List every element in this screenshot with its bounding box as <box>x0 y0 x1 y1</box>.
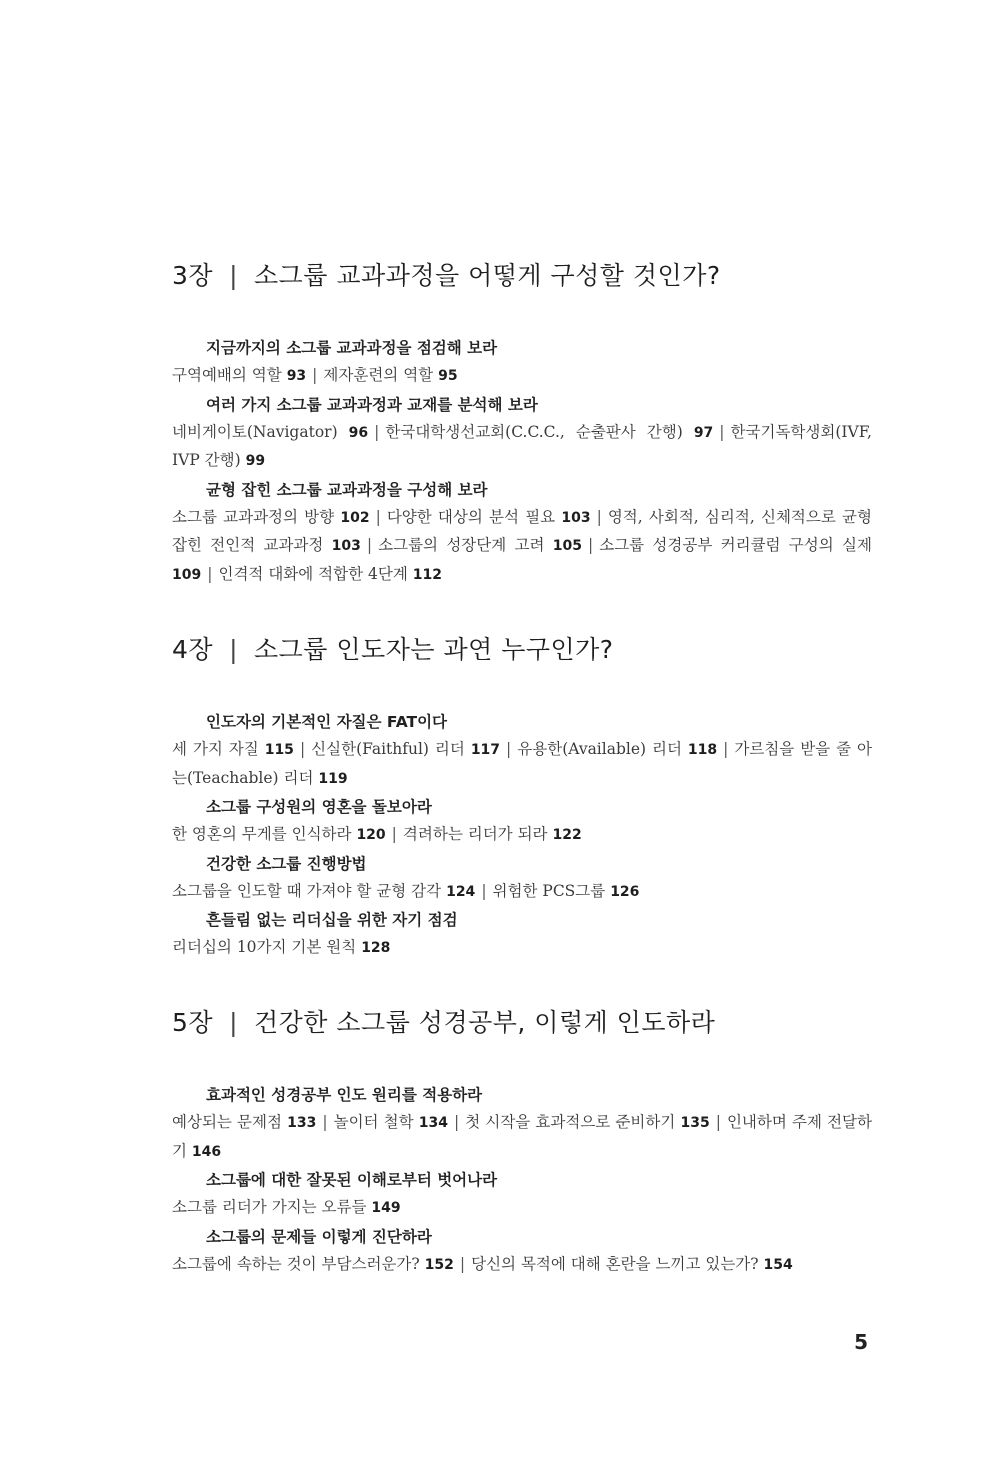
section-items <box>172 1109 872 1166</box>
item-separator: | <box>587 536 594 554</box>
section-items <box>172 1194 872 1223</box>
section-heading: 흔들림 없는 리더십을 위한 자기 점검 <box>206 911 458 929</box>
toc-entry-text: 다양한 대상의 분석 필요 <box>386 507 556 526</box>
item-separator: | <box>506 740 512 758</box>
toc-entry-text: 영적, 사회적, 심리적, 신체적으로 균형잡힌 전인적 교과과정 <box>172 507 872 554</box>
section-heading: 소그룹의 문제들 이렇게 진단하라 <box>206 1227 432 1246</box>
toc-entry-page: 133 <box>287 1115 317 1131</box>
chapter-separator: | <box>229 261 238 290</box>
toc-entry-text: 가르침을 받을 줄 아는(Teachable) 리더 <box>172 740 872 787</box>
toc-entry-page: 154 <box>763 1256 793 1273</box>
toc-entry-text: 당신의 목적에 대해 혼란을 느끼고 있는가? <box>471 1254 759 1273</box>
item-separator: | <box>375 507 381 526</box>
item-separator: | <box>374 422 380 441</box>
toc-entry-text: 예상되는 문제점 <box>172 1113 282 1131</box>
chapter-4 <box>172 632 872 963</box>
toc-entry-text: 소그룹을 인도할 때 가져야 할 균형 감각 <box>172 881 442 900</box>
toc-entry-text: 인내하며 주제 전달하기 <box>172 1113 872 1160</box>
section <box>172 793 872 850</box>
section-heading: 인도자의 기본적인 자질은 FAT이다 <box>206 713 448 731</box>
toc-entry-text: 소그룹에 속하는 것이 부담스러운가? <box>172 1254 420 1273</box>
section-items <box>172 821 872 850</box>
toc-entry-page: 112 <box>412 566 442 583</box>
section-heading: 효과적인 성경공부 인도 원리를 적용하라 <box>206 1086 483 1104</box>
section-items <box>172 362 872 391</box>
toc-entry-page: 117 <box>470 742 501 758</box>
toc-entry-text: 세 가지 자질 <box>172 740 259 758</box>
section-heading: 건강한 소그룹 진행방법 <box>206 854 367 873</box>
toc-entry-page: 149 <box>371 1200 401 1216</box>
toc-entry-page: 119 <box>318 770 348 787</box>
chapter-3 <box>172 258 872 589</box>
toc-entry-page: 95 <box>438 368 458 384</box>
chapter-5 <box>172 1005 872 1279</box>
toc-entry-page: 93 <box>286 368 307 384</box>
item-separator: | <box>719 422 725 441</box>
toc-entry-text: 인격적 대화에 적합한 4단계 <box>218 564 408 583</box>
section <box>172 391 872 476</box>
section-items <box>172 419 872 476</box>
item-separator: | <box>391 825 397 843</box>
toc-entry-text: 한국대학생선교회(C.C.C., 순출판사 간행) <box>385 422 683 441</box>
item-separator: | <box>715 1113 721 1131</box>
item-separator: | <box>481 881 487 900</box>
item-separator: | <box>596 507 602 526</box>
chapter-title <box>172 258 872 294</box>
item-separator: | <box>207 564 213 583</box>
toc-entry-text: 구역예배의 역할 <box>172 366 282 384</box>
section-heading: 여러 가지 소그룹 교과과정과 교재를 분석해 보라 <box>206 395 538 414</box>
chapter-number: 3장 <box>172 261 214 290</box>
chapter-title <box>172 1005 872 1041</box>
toc-entry-page: 103 <box>561 509 591 526</box>
item-separator: | <box>459 1254 466 1273</box>
section <box>172 906 872 963</box>
toc-entry-page: 135 <box>680 1115 710 1131</box>
section-items <box>172 878 872 907</box>
section-items <box>172 1251 872 1280</box>
section <box>172 850 872 907</box>
toc-entry-page: 118 <box>687 742 718 758</box>
toc-entry-text: 소그룹 교과과정의 방향 <box>172 507 335 526</box>
item-separator: | <box>299 740 306 758</box>
section <box>172 708 872 793</box>
toc-entry-page: 96 <box>348 424 369 441</box>
toc-entry-page: 126 <box>610 883 640 900</box>
section <box>172 1166 872 1223</box>
section-items <box>172 934 872 963</box>
section <box>172 334 872 391</box>
toc-entry-page: 109 <box>172 566 202 583</box>
chapter-heading: 소그룹 인도자는 과연 누구인가? <box>254 635 614 664</box>
toc-entry-page: 115 <box>264 742 294 758</box>
toc-entry-text: 한 영혼의 무게를 인식하라 <box>172 825 352 843</box>
toc-entry-page: 105 <box>552 538 582 554</box>
toc-entry-text: 네비게이토(Navigator) <box>172 422 338 441</box>
toc-entry-text: 유용한(Available) 리더 <box>517 740 682 758</box>
toc-entry-page: 122 <box>552 827 582 843</box>
chapter-heading: 소그룹 교과과정을 어떻게 구성할 것인가? <box>254 261 721 290</box>
item-separator: | <box>454 1113 460 1131</box>
toc-entry-text: 위험한 PCS그룹 <box>492 881 606 900</box>
toc-entry-page: 124 <box>446 883 476 900</box>
item-separator: | <box>312 366 318 384</box>
chapter-number: 5장 <box>172 1008 214 1037</box>
item-separator: | <box>322 1113 328 1131</box>
toc-entry-text: 격려하는 리더가 되라 <box>402 825 548 843</box>
toc-entry-text: 리더십의 10가지 기본 원칙 <box>172 938 357 956</box>
toc-entry-page: 102 <box>340 509 370 526</box>
section <box>172 476 872 590</box>
toc-entry-text: 첫 시작을 효과적으로 준비하기 <box>465 1113 676 1131</box>
item-separator: | <box>723 740 729 758</box>
section-heading: 소그룹 구성원의 영혼을 돌보아라 <box>206 798 432 816</box>
page-number: 5 <box>854 1330 868 1354</box>
section-heading: 지금까지의 소그룹 교과과정을 점검해 보라 <box>206 339 498 357</box>
toc-entry-page: 99 <box>245 453 266 469</box>
toc-entry-page: 152 <box>424 1256 454 1273</box>
chapter-number: 4장 <box>172 635 214 664</box>
toc-entry-text: 소그룹 리더가 가지는 오류들 <box>172 1198 367 1216</box>
toc-entry-page: 103 <box>331 538 361 554</box>
chapter-separator: | <box>229 635 238 664</box>
chapter-heading: 건강한 소그룹 성경공부, 이렇게 인도하라 <box>254 1008 716 1037</box>
section-heading: 소그룹에 대한 잘못된 이해로부터 벗어나라 <box>206 1171 498 1189</box>
toc-entry-text: 제자훈련의 역할 <box>323 366 434 384</box>
toc-entry-text: 소그룹의 성장단계 고려 <box>378 536 545 554</box>
toc-entry-page: 120 <box>356 827 386 843</box>
section-heading: 균형 잡힌 소그룹 교과과정을 구성해 보라 <box>206 480 488 499</box>
section <box>172 1223 872 1280</box>
section-items <box>172 736 872 793</box>
toc-entry-page: 97 <box>693 424 714 441</box>
toc-entry-page: 146 <box>191 1143 222 1160</box>
section <box>172 1081 872 1166</box>
section-items <box>172 504 872 590</box>
toc-entry-page: 134 <box>418 1115 448 1131</box>
toc-entry-text: 소그룹 성경공부 커리큘럼 구성의 실제 <box>599 536 872 554</box>
chapter-separator: | <box>229 1008 238 1037</box>
toc-entry-text: 놀이터 철학 <box>333 1113 414 1131</box>
item-separator: | <box>366 536 373 554</box>
chapter-title <box>172 632 872 668</box>
toc-entry-text: 신실한(Faithful) 리더 <box>311 740 465 758</box>
toc-entry-text: 한국기독학생회(IVF, IVP 간행) <box>172 422 872 469</box>
toc-entry-page: 128 <box>361 940 391 956</box>
